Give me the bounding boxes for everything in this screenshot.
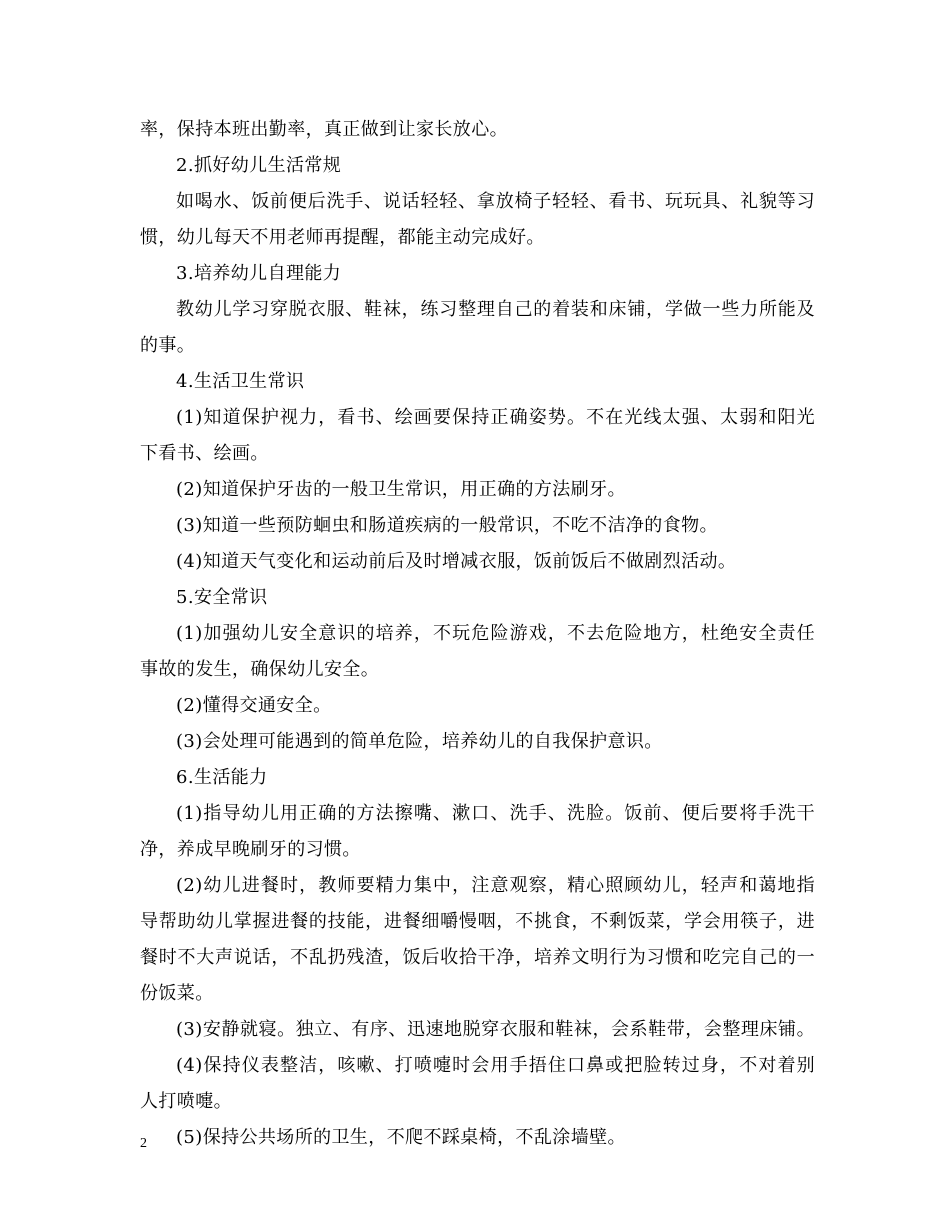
text-line: (4)保持仪表整洁，咳嗽、打喷嚏时会用手捂住口鼻或把脸转过身，不对着别: [176, 1055, 815, 1076]
text-line: 事故的发生，确保幼儿安全。: [140, 659, 380, 680]
text-line: (1)加强幼儿安全意识的培养，不玩危险游戏，不去危险地方，杜绝安全责任: [176, 623, 815, 644]
text-line: (2)懂得交通安全。: [176, 695, 332, 716]
text-line: 导帮助幼儿掌握进餐的技能，进餐细嚼慢咽，不挑食，不剩饭菜，学会用筷子，进: [140, 911, 815, 932]
heading-hygiene: 4.生活卫生常识: [176, 371, 305, 392]
text-line: (3)会处理可能遇到的简单危险，培养幼儿的自我保护意识。: [176, 731, 663, 752]
page-number: 2: [140, 1136, 147, 1151]
text-line: 份饭菜。: [140, 983, 214, 1004]
text-line: 净，养成早晚刷牙的习惯。: [140, 839, 361, 860]
text-line: 下看书、绘画。: [140, 443, 269, 464]
heading-daily-routine: 2.抓好幼儿生活常规: [176, 155, 342, 176]
text-line: 惯，幼儿每天不用老师再提醒，都能主动完成好。: [140, 227, 545, 248]
document-body: [140, 112, 815, 1156]
text-line: (5)保持公共场所的卫生，不爬不踩桌椅，不乱涂墙壁。: [176, 1127, 626, 1148]
text-line: 教幼儿学习穿脱衣服、鞋袜，练习整理自己的着装和床铺，学做一些力所能及: [176, 299, 815, 320]
text-line: (3)安静就寝。独立、有序、迅速地脱穿衣服和鞋袜，会系鞋带，会整理床铺。: [176, 1019, 815, 1040]
text-line: (3)知道一些预防蛔虫和肠道疾病的一般常识，不吃不洁净的食物。: [176, 515, 718, 536]
text-line: 餐时不大声说话，不乱扔残渣，饭后收拾干净，培养文明行为习惯和吃完自己的一: [140, 947, 815, 968]
text-line: 人打喷嚏。: [140, 1091, 232, 1112]
text-line: (2)知道保护牙齿的一般卫生常识，用正确的方法刷牙。: [176, 479, 626, 500]
heading-safety: 5.安全常识: [176, 587, 268, 608]
text-line: (1)知道保护视力，看书、绘画要保持正确姿势。不在光线太强、太弱和阳光: [176, 407, 815, 428]
text-line: (1)指导幼儿用正确的方法擦嘴、漱口、洗手、洗脸。饭前、便后要将手洗干: [176, 803, 815, 824]
text-line: 率，保持本班出勤率，真正做到让家长放心。: [140, 119, 508, 140]
text-line: 如喝水、饭前便后洗手、说话轻轻、拿放椅子轻轻、看书、玩玩具、礼貌等习: [176, 191, 815, 212]
heading-life-skills: 6.生活能力: [176, 767, 268, 788]
text-line: (2)幼儿进餐时，教师要精力集中，注意观察，精心照顾幼儿，轻声和蔼地指: [176, 875, 815, 896]
heading-self-care: 3.培养幼儿自理能力: [176, 263, 342, 284]
text-line: (4)知道天气变化和运动前后及时增减衣服，饭前饭后不做剧烈活动。: [176, 551, 737, 572]
text-line: 的事。: [140, 335, 196, 356]
